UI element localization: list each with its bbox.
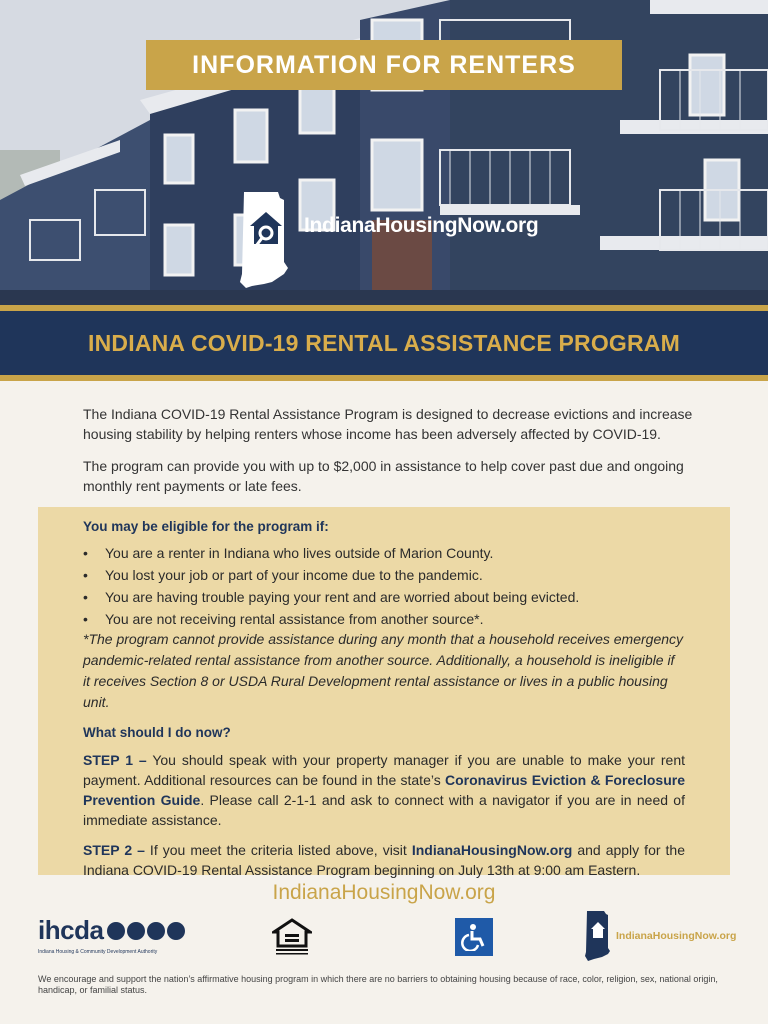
step-1: STEP 1 – You should speak with your property manager if you are unable to make your rent payment. Additional resources can be found in the state’s Coronavirus Eviction & Foreclosure Prevention Guide. Please call 2-1-1 and ask to connect with a navigator if you are in need of immediate assistance.	[83, 752, 685, 828]
house-circle-icon	[147, 922, 165, 940]
bullet: •	[83, 611, 88, 627]
indiana-state-house-icon	[238, 190, 300, 290]
bullet: •	[83, 567, 88, 583]
handshake-circle-icon	[167, 922, 185, 940]
list-item: • You are not receiving rental assistance from another source*.	[83, 608, 685, 630]
eligibility-footnote: *The program cannot provide assistance during any month that a household receives emergency pandemic-related rental assistance from another source. Additionally, a household is ineligible if it receives Section 8 or USDA Rural Development rental assistance or lives in a public housing unit.	[83, 631, 684, 710]
intro-paragraph-2: The program can provide you with up to $2,000 in assistance to help cover past due and ongoing monthly rent payments or late fees.	[83, 458, 684, 494]
info-circle-icon	[107, 922, 125, 940]
indiana-housing-now-small-logo	[584, 910, 736, 962]
ihcda-subtitle: Indiana Housing & Community Development Authority	[38, 949, 158, 955]
indiana-housing-now-logo[interactable]	[238, 185, 538, 295]
eviction-guide-link[interactable]: Coronavirus Eviction & Foreclosure Prevention Guide	[83, 772, 685, 808]
equal-housing-opportunity-icon	[272, 918, 312, 956]
housing-now-link[interactable]: IndianaHousingNow.org	[411, 842, 573, 858]
bullet: •	[83, 545, 88, 561]
list-item: • You lost your job or part of your income due to the pandemic.	[83, 564, 685, 586]
bullet: •	[83, 589, 88, 605]
list-item: • You are having trouble paying your rent and are worried about being evicted.	[83, 586, 685, 608]
wheelchair-accessible-icon	[455, 918, 493, 956]
next-steps-heading: What should I do now?	[83, 725, 231, 740]
hero-image	[0, 0, 768, 305]
eligibility-box	[38, 507, 730, 878]
ihcda-icons	[107, 922, 187, 940]
eligibility-list	[83, 542, 685, 630]
info-banner-text: INFORMATION FOR RENTERS	[192, 50, 576, 79]
people-circle-icon	[127, 922, 145, 940]
ihcda-logo	[38, 915, 187, 955]
program-title: INDIANA COVID-19 RENTAL ASSISTANCE PROGRAM	[88, 329, 680, 356]
intro-paragraph-1: The Indiana COVID-19 Rental Assistance Program is designed to decrease evictions and increase housing stability by helping renters whose income has been adversely affected by COVID-19.	[83, 406, 693, 442]
ihcda-wordmark: ihcda	[38, 915, 104, 945]
step-1-label: STEP 1 –	[83, 752, 147, 768]
info-banner	[146, 40, 622, 90]
small-logo-url: IndianaHousingNow.org	[616, 930, 737, 942]
intro-section	[83, 404, 703, 508]
gold-divider-bottom	[0, 375, 768, 381]
footer-url[interactable]: IndianaHousingNow.org	[272, 881, 496, 904]
hero-logo-url: IndianaHousingNow.org	[304, 214, 539, 237]
step-2-label: STEP 2 –	[83, 842, 145, 858]
fair-housing-disclaimer: We encourage and support the nation’s affirmative housing program in which there are no barriers to obtaining housing because of race, color, religion, sex, national origin, handicap, or familial status.	[38, 974, 718, 995]
indiana-state-house-icon-small	[584, 910, 614, 962]
program-title-band	[0, 311, 768, 375]
list-item: • You are a renter in Indiana who lives outside of Marion County.	[83, 542, 685, 564]
step-2: STEP 2 – If you meet the criteria listed above, visit IndianaHousingNow.org and apply for the Indiana COVID-19 Rental Assistance Program beginning on July 13th at 9:00 am Eastern.	[83, 842, 685, 878]
eligibility-heading: You may be eligible for the program if:	[83, 519, 329, 534]
